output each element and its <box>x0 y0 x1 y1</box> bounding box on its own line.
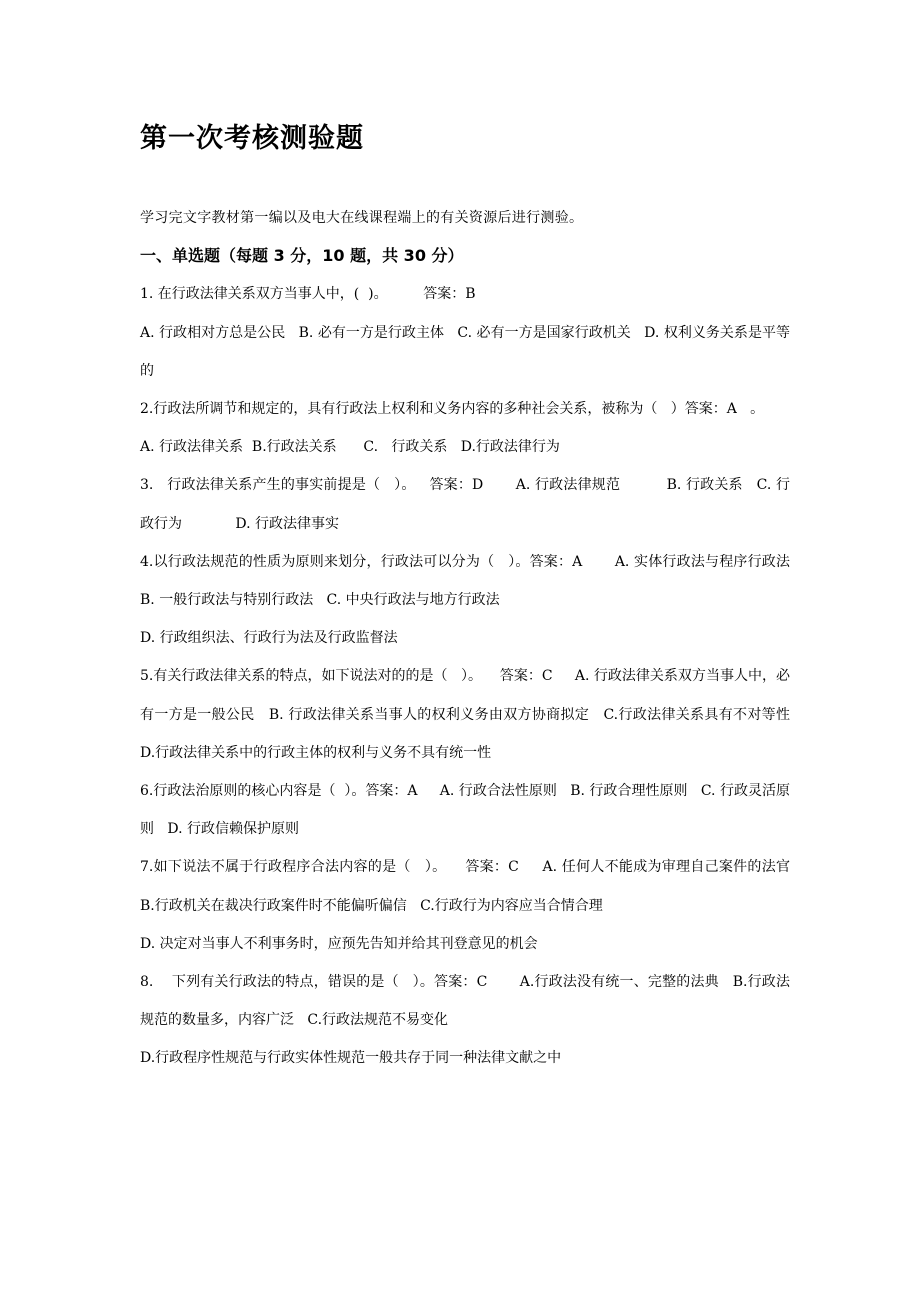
question-5: 5.有关行政法律关系的特点，如下说法对的的是（ ）。 答案：C A. 行政法律关系双方当事人中，必有一方是一般公民 B. 行政法律关系当事人的权利义务由双方协商拟定 C.行政法律关系具有不对等性 D.行政法律关系中的行政主体的权利与义务不具有统一性 <box>140 668 804 761</box>
question-6: 6.行政法治原则的核心内容是（ ）。答案：A A. 行政合法性原则 B. 行政合理性原则 C. 行政灵活原则 D. 行政信赖保护原则 <box>140 783 790 838</box>
document-title: 第一次考核测验题 <box>140 123 364 154</box>
intro-text: 学习完文字教材第一编以及电大在线课程端上的有关资源后进行测验。 <box>140 210 584 226</box>
question-3: 3. 行政法律关系产生的事实前提是（ ）。 答案：D A. 行政法律规范 B. 行政关系 C. 行政行为 D. 行政法律事实 <box>140 477 790 532</box>
question-4-option-d: D. 行政组织法、行政行为法及行政监督法 <box>140 630 398 647</box>
section-heading: 一、单选题（每题 3 分，10 题，共 30 分） <box>140 246 464 266</box>
question-4: 4.以行政法规范的性质为原则来划分，行政法可以分为（ ）。答案：A A. 实体行政法与程序行政法 B. 一般行政法与特别行政法 C. 中央行政法与地方行政法 <box>140 553 804 609</box>
question-8-option-d: D.行政程序性规范与行政实体性规范一般共存于同一种法律文献之中 <box>140 1050 562 1067</box>
question-2: 2.行政法所调节和规定的，具有行政法上权利和义务内容的多种社会关系，被称为（ ）答案：A 。 <box>140 401 765 418</box>
question-8: 8. 下列有关行政法的特点，错误的是（ ）。答案：C A.行政法没有统一、完整的法典 B.行政法规范的数量多，内容广泛 C.行政法规范不易变化 <box>140 974 790 1029</box>
question-1: 1. 在行政法律关系双方当事人中，( )。 答案：B <box>140 286 476 303</box>
document-body <box>140 199 804 1078</box>
question-7-option-d: D. 决定对当事人不利事务时，应预先告知并给其刊登意见的机会 <box>140 935 538 952</box>
question-2-options: A. 行政法律关系 B.行政法关系 C. 行政关系 D.行政法律行为 <box>140 439 560 456</box>
question-1-options: A. 行政相对方总是公民 B. 必有一方是行政主体 C. 必有一方是国家行政机关 D. 权利义务关系是平等的 <box>140 324 790 379</box>
question-7: 7.如下说法不属于行政程序合法内容的是（ ）。 答案：C A. 任何人不能成为审理自己案件的法官 B.行政机关在裁决行政案件时不能偏听偏信 C.行政行为内容应当合情合理 <box>140 859 804 914</box>
